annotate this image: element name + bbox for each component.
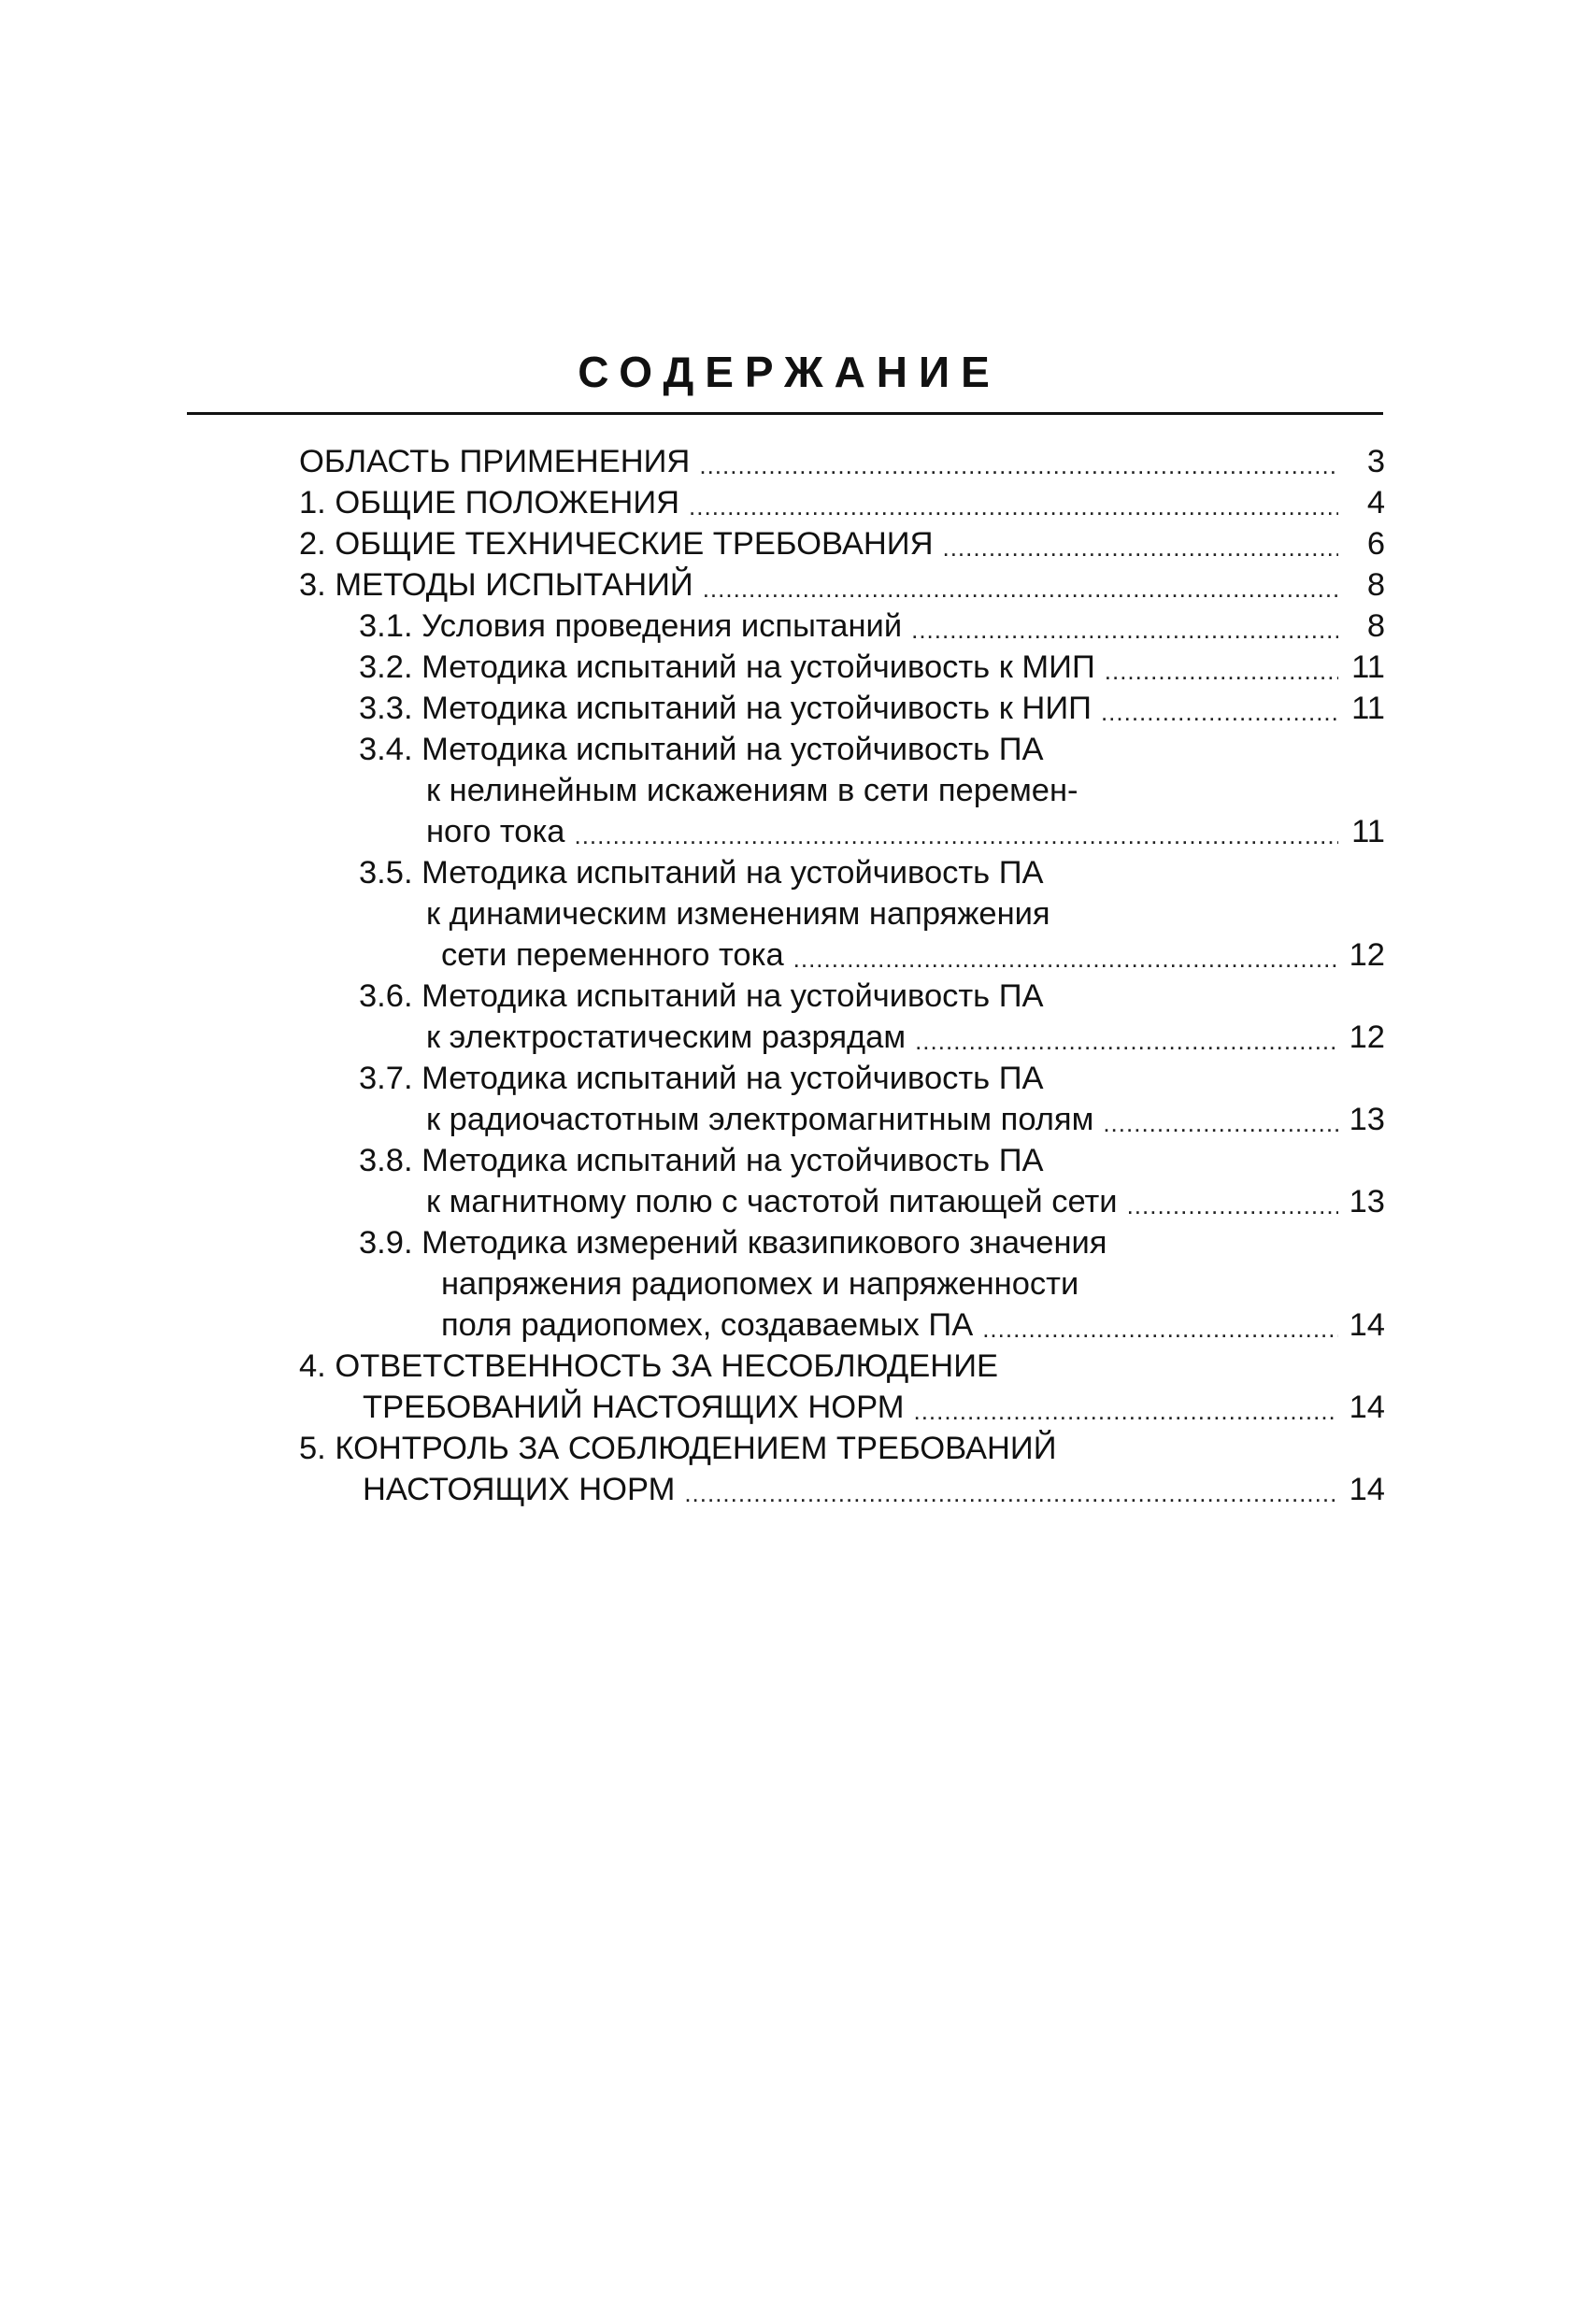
table-of-contents [299, 439, 1385, 1508]
toc-entry-text: 3.8. Методика испытаний на устойчивость ПА [359, 1143, 1044, 1178]
toc-leader-dots [703, 566, 1338, 604]
toc-page-number: 11 [1351, 691, 1385, 726]
toc-entry-text: ТРЕБОВАНИЙ НАСТОЯЩИХ НОРМ [363, 1390, 905, 1425]
toc-page-number: 6 [1366, 526, 1385, 562]
toc-page-number: 14 [1349, 1472, 1385, 1507]
toc-entry-section-3-3[interactable] [299, 686, 1385, 727]
toc-leader-dots [684, 1471, 1338, 1508]
toc-entry-text: 3. МЕТОДЫ ИСПЫТАНИЙ [299, 567, 693, 603]
toc-page-number: 4 [1366, 485, 1385, 520]
toc-entry-text: 3.3. Методика испытаний на устойчивость к НИП [359, 691, 1092, 726]
toc-entry-section-3-6[interactable] [299, 974, 1385, 1015]
toc-entry-text: сети переменного тока [441, 937, 784, 973]
toc-leader-dots [1103, 1101, 1338, 1138]
toc-entry-text: 3.5. Методика испытаний на устойчивость ПА [359, 855, 1044, 891]
toc-entry-section-4[interactable] [299, 1344, 1385, 1385]
toc-page-number: 11 [1351, 649, 1385, 685]
toc-entry-text: 3.1. Условия проведения испытаний [359, 608, 903, 644]
toc-leader-dots [1105, 649, 1338, 686]
toc-entry-section-3-1[interactable] [299, 604, 1385, 645]
toc-entry-continuation [299, 1467, 1385, 1508]
toc-entry-continuation [299, 933, 1385, 974]
toc-page-number: 13 [1349, 1184, 1385, 1219]
toc-entry-text: поля радиопомех, создаваемых ПА [441, 1307, 974, 1343]
toc-entry-section-3-5[interactable] [299, 850, 1385, 891]
toc-page-number: 12 [1349, 1019, 1385, 1055]
toc-leader-dots [915, 1019, 1338, 1056]
toc-entry-section-3-9[interactable] [299, 1220, 1385, 1262]
toc-page-number: 13 [1349, 1102, 1385, 1137]
toc-entry-text: 1. ОБЩИЕ ПОЛОЖЕНИЯ [299, 485, 680, 520]
toc-entry-text: 2. ОБЩИЕ ТЕХНИЧЕСКИЕ ТРЕБОВАНИЯ [299, 526, 934, 562]
toc-entry-section-3-2[interactable] [299, 645, 1385, 686]
toc-entry-text: ОБЛАСТЬ ПРИМЕНЕНИЯ [299, 444, 691, 479]
toc-entry-text: напряжения радиопомех и напряженности [441, 1266, 1079, 1302]
toc-entry-text: 5. КОНТРОЛЬ ЗА СОБЛЮДЕНИЕМ ТРЕБОВАНИЙ [299, 1431, 1057, 1466]
toc-entry-continuation [299, 1179, 1385, 1220]
toc-leader-dots [913, 1389, 1338, 1426]
title-rule [187, 412, 1383, 415]
toc-entry-text: 3.2. Методика испытаний на устойчивость к МИП [359, 649, 1095, 685]
toc-entry-continuation [299, 1385, 1385, 1426]
toc-page-number: 14 [1349, 1307, 1385, 1343]
toc-entry-scope[interactable] [299, 439, 1385, 480]
toc-entry-section-3-8[interactable] [299, 1138, 1385, 1179]
toc-entry-section-3-7[interactable] [299, 1056, 1385, 1097]
toc-leader-dots [1101, 690, 1338, 727]
toc-entry-section-2[interactable] [299, 521, 1385, 563]
toc-entry-text: к радиочастотным электромагнитным полям [426, 1102, 1094, 1137]
toc-page-number: 8 [1366, 567, 1385, 603]
toc-entry-text: к динамическим изменениям напряжения [426, 896, 1050, 932]
toc-leader-dots [1127, 1183, 1338, 1220]
toc-page-number: 11 [1351, 814, 1385, 849]
toc-entry-continuation [299, 768, 1385, 809]
page-title: СОДЕРЖАНИЕ [578, 348, 1001, 396]
toc-entry-continuation [299, 1303, 1385, 1344]
toc-entry-text: к нелинейным искажениям в сети перемен- [426, 773, 1078, 808]
toc-entry-section-1[interactable] [299, 480, 1385, 521]
toc-entry-continuation [299, 891, 1385, 933]
toc-entry-text: 3.6. Методика испытаний на устойчивость ПА [359, 978, 1044, 1014]
toc-entry-continuation [299, 809, 1385, 850]
toc-leader-dots [689, 484, 1338, 521]
toc-leader-dots [574, 813, 1338, 850]
toc-entry-continuation [299, 1015, 1385, 1056]
toc-page-number: 12 [1349, 937, 1385, 973]
toc-page-number: 8 [1366, 608, 1385, 644]
toc-entry-section-5[interactable] [299, 1426, 1385, 1467]
toc-entry-text: 3.9. Методика измерений квазипикового значения [359, 1225, 1107, 1261]
toc-entry-text: НАСТОЯЩИХ НОРМ [363, 1472, 676, 1507]
toc-page-number: 14 [1349, 1390, 1385, 1425]
toc-entry-text: к электростатическим разрядам [426, 1019, 907, 1055]
toc-page-number: 3 [1366, 444, 1385, 479]
toc-entry-text: 4. ОТВЕТСТВЕННОСТЬ ЗА НЕСОБЛЮДЕНИЕ [299, 1348, 999, 1384]
toc-entry-continuation [299, 1097, 1385, 1138]
toc-entry-section-3-4[interactable] [299, 727, 1385, 768]
toc-entry-text: 3.7. Методика испытаний на устойчивость ПА [359, 1061, 1044, 1096]
toc-leader-dots [699, 443, 1338, 480]
toc-entry-text: 3.4. Методика испытаний на устойчивость ПА [359, 732, 1044, 767]
toc-leader-dots [942, 525, 1338, 563]
toc-entry-continuation [299, 1262, 1385, 1303]
toc-leader-dots [793, 936, 1338, 974]
toc-entry-text: к магнитному полю с частотой питающей сети [426, 1184, 1118, 1219]
toc-leader-dots [911, 607, 1338, 645]
toc-entry-text: ного тока [426, 814, 565, 849]
toc-entry-section-3[interactable] [299, 563, 1385, 604]
toc-leader-dots [982, 1306, 1338, 1344]
